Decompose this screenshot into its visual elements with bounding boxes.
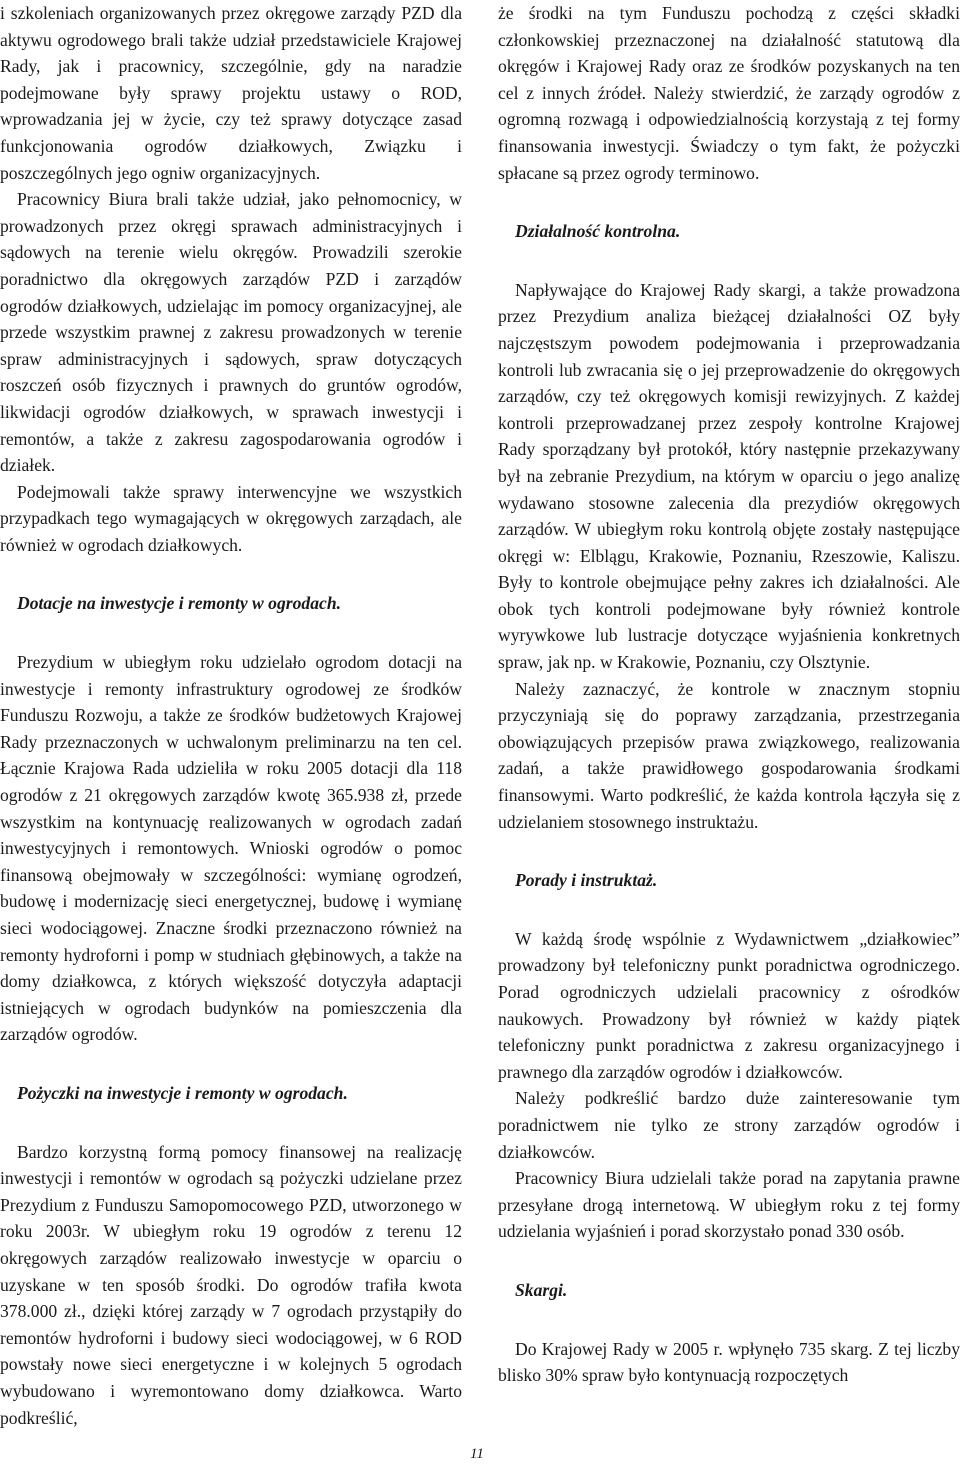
heading-control: Działalność kontrolna.: [515, 221, 681, 242]
paragraph-control-effects: Należy zaznaczyć, że kontrole w znacznym stopniu przyczyniają się do poprawy zarządzania, przestrzegania obowiązujących przepisów prawa związkowego, realizowania zadań, a także prawidłowego gospodarowania środkami finansowymi. Warto podkreślić, że każda kontrola łączyła się z udzielaniem stosownego instruktażu.: [498, 678, 960, 832]
paragraph-control: Napływające do Krajowej Rady skargi, a także prowadzona przez Prezydium analiza bieżącej działalności OZ były najczęstszym powodem podejmowania i przeprowadzania kontroli lub zwracania się o jej przeprowadzenie do okręgowych zarządów, czy też okręgowych komisji rewizyjnych. Z każdej kontroli przeprowadzanej przez zespoły kontrolne Krajowej Rady sporządzany był protokół, który następnie przekazywany był na zebranie Prezydium, na którym w oparciu o jego analizę wydawano stosowne zalecenia dla prezydiów okręgowych zarządów. W ubiegłym roku kontrolą objęte zostały następujące okręgi w: Elblągu, Krakowie, Poznaniu, Rzeszowie, Kaliszu. Były to kontrole obejmujące pełny zakres ich działalności. Ale obok tych kontroli podejmowane były również kontrole wyrywkowe lub lustracje dotyczące wyjaśnienia konkretnych spraw, jak np. w Krakowie, Poznaniu, czy Olsztynie.: [498, 279, 960, 673]
left-column: [0, 0, 462, 1431]
heading-grants: Dotacje na inwestycje i remonty w ogrodach.: [17, 593, 341, 614]
paragraph-fund-sources: że środki na tym Funduszu pochodzą z części składki członkowskiej przeznaczonej na działalność statutową dla okręgów i Krajowej Rady oraz ze środków pozyskanych na ten cel z innych źródeł. Należy stwierdzić, że zarządy ogrodów z ogromną rozwagą i odpowiedzialnością korzystają z tej formy finansowania inwestycji. Świadczy o tym fakt, że pożyczki spłacane są przez ogrody terminowo.: [498, 3, 960, 183]
paragraph-advice-internet: Pracownicy Biura udzielali także porad na zapytania prawne przesyłane drogą internetową. W ubiegłym roku z tej formy udzielania wyjaśnień i porad skorzystało ponad 330 osób.: [498, 1168, 960, 1242]
paragraph-office-staff: Pracownicy Biura brali także udział, jako pełnomocnicy, w prowadzonych przez okręgi sprawach administracyjnych i sądowych na terenie wielu okręgów. Prowadzili szerokie poradnictwo dla okręgowych zarządów PZD i zarządów ogrodów działkowych, udzielając im pomocy organizacyjnej, ale przede wszystkim prawnej z zakresu prowadzonych w terenie spraw administracyjnych i sądowych, spraw dotyczących roszczeń osób fizycznych i prawnych do gruntów ogrodów, likwidacji ogrodów działkowych, w sprawach inwestycji i remontów, a także z zakresu zagospodarowania ogrodów i działek.: [0, 189, 462, 476]
heading-advice: Porady i instruktaż.: [515, 870, 658, 891]
paragraph-advice-phone: W każdą środę wspólnie z Wydawnictwem „działkowiec” prowadzony był telefoniczny punkt poradnictwa ogrodniczego. Porad ogrodniczych udzielali pracownicy z ośrodków naukowych. Prowadzony był również w każdy piątek telefoniczny punkt poradnictwa z zakresu organizacyjnego i prawnego dla zarządów ogrodów i działkowców.: [498, 928, 960, 1082]
right-column: [498, 0, 960, 1389]
paragraph-grants: Prezydium w ubiegłym roku udzielało ogrodom dotacji na inwestycje i remonty infrastruktury ogrodowej ze środków Funduszu Rozwoju, a także ze środków budżetowych Krajowej Rady przeznaczonych w uchwalonym preliminarzu na ten cel. Łącznie Krajowa Rada udzieliła w roku 2005 dotacji dla 118 ogrodów z 21 okręgowych zarządów kwotę 365.938 zł, przede wszystkim na kontynuację realizowanych w ogrodach zadań inwestycyjnych i remontowych. Wnioski ogrodów o pomoc finansową obejmowały w szczególności: wymianę ogrodzeń, budowę i modernizację sieci energetycznej, budowę i wymianę sieci wodociągowej. Znaczne środki przeznaczono również na remonty hydroforni i pomp w studniach głębinowych, a także na domy działkowca, z których większość dotyczyła adaptacji istniejących w ogrodach budynków na pomieszczenia dla zarządów ogrodów.: [0, 652, 462, 1045]
page-number: 11: [470, 1446, 484, 1462]
paragraph-advice-interest: Należy podkreślić bardzo duże zainteresowanie tym poradnictwem nie tylko ze strony zarządów ogrodów i działkowców.: [498, 1088, 960, 1162]
paragraph-interventions: Podejmowali także sprawy interwencyjne we wszystkich przypadkach tego wymagających w okręgowych zarządach, ale również w ogrodach działkowych.: [0, 481, 462, 555]
paragraph-trainings: i szkoleniach organizowanych przez okręgowe zarządy PZD dla aktywu ogrodowego brali także udział przedstawiciele Krajowej Rady, jak i pracownicy, szczególnie, gdy na naradzie podejmowane były sprawy projektu ustawy o ROD, wprowadzania jej w życie, czy też sprawy dotyczące zasad funkcjonowania ogrodów działkowych, Związku i poszczególnych jego ogniw organizacyjnych.: [0, 3, 462, 183]
paragraph-loans: Bardzo korzystną formą pomocy finansowej na realizację inwestycji i remontów w ogrodach są pożyczki udzielane przez Prezydium z Funduszu Samopomocowego PZD, utworzonego w roku 2003r. W ubiegłym roku 19 ogrodów z terenu 12 okręgowych zarządów realizowało inwestycje w oparciu o uzyskane w ten sposób środki. Do ogrodów trafiła kwota 378.000 zł., dzięki której zarządy w 7 ogrodach przystąpiły do remontów hydroforni i budowy sieci wodociągowej, w 6 ROD powstały nowe sieci energetyczne i w kolejnych 5 ogrodach wybudowano i wyremontowano domy działkowca. Warto podkreślić,: [0, 1141, 462, 1428]
paragraph-complaints: Do Krajowej Rady w 2005 r. wpłynęło 735 skarg. Z tej liczby blisko 30% spraw było kontynuacją rozpoczętych: [498, 1338, 960, 1386]
heading-loans: Pożyczki na inwestycje i remonty w ogrodach.: [17, 1082, 348, 1103]
heading-complaints: Skargi.: [515, 1279, 568, 1300]
